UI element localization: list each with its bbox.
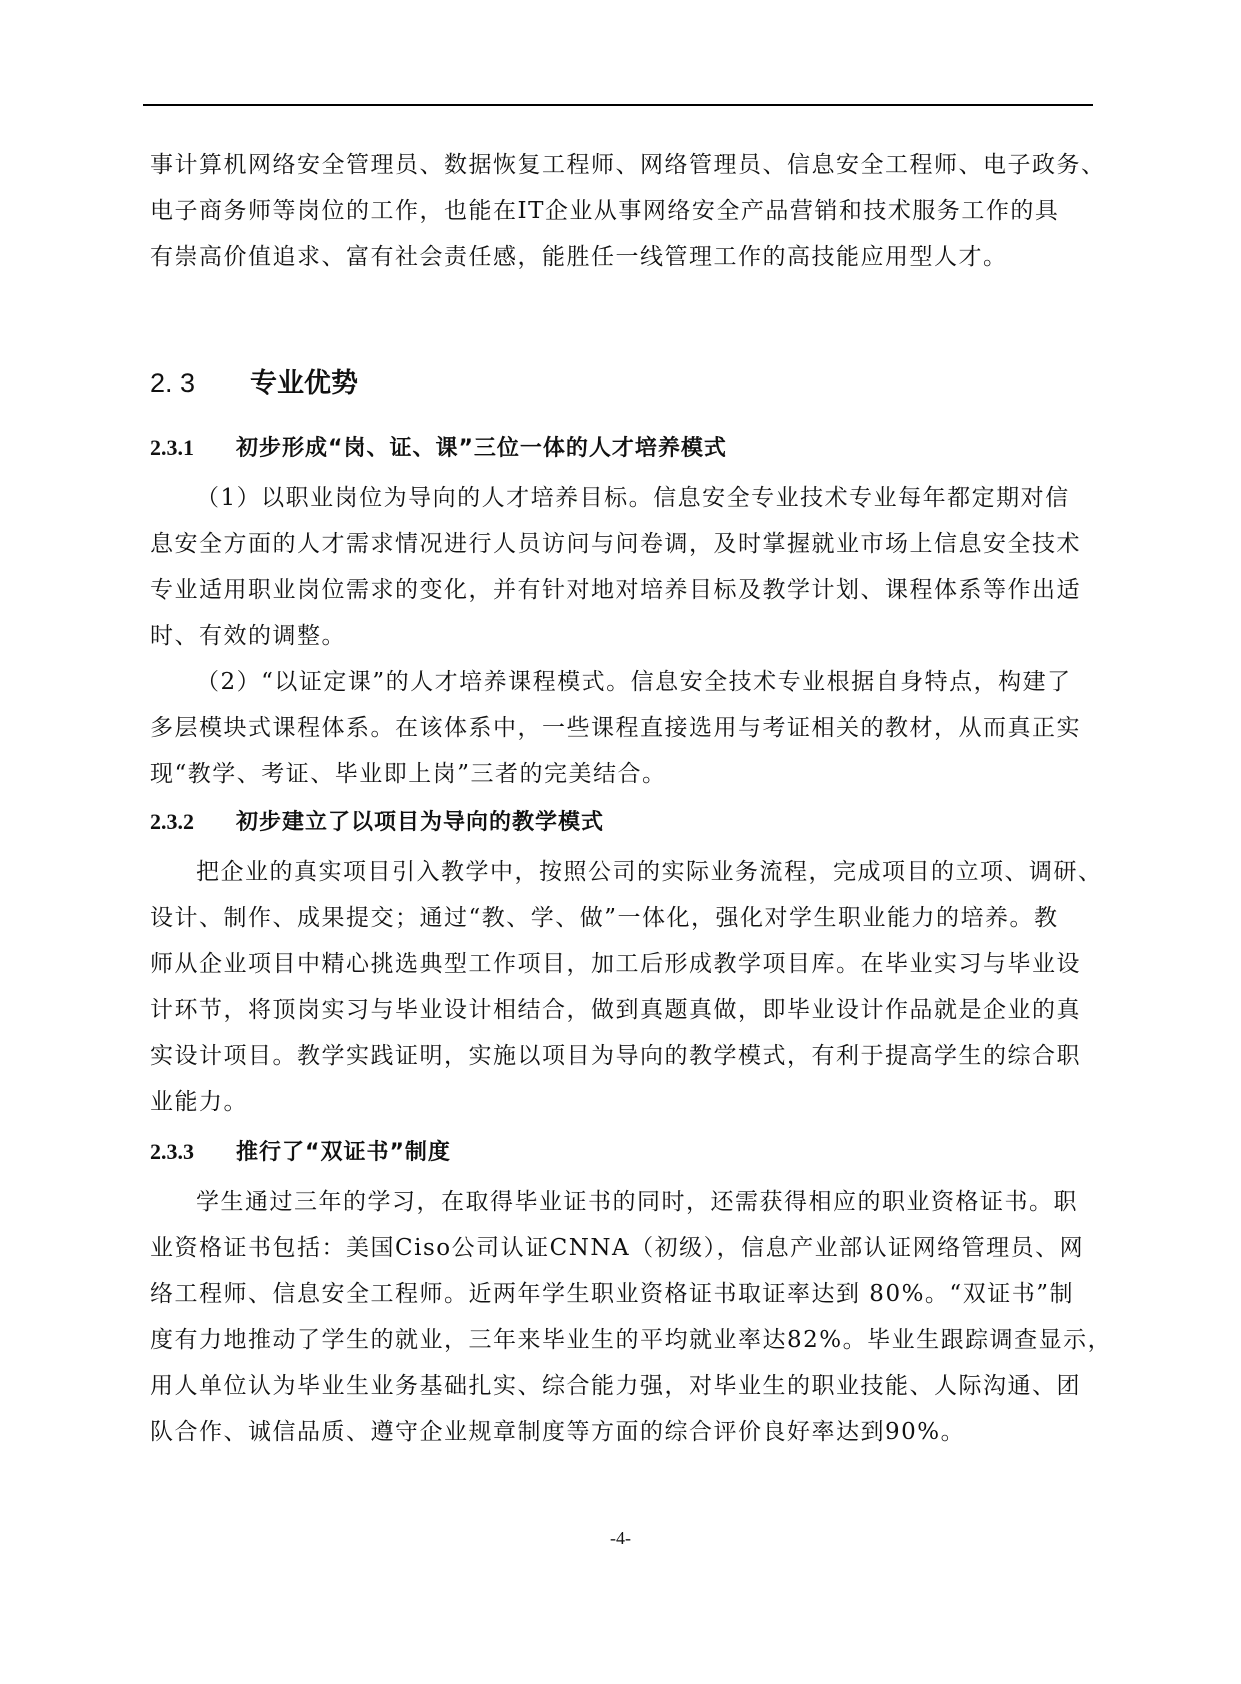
paragraph-line: 多层模块式课程体系。在该体系中，一些课程直接选用与考证相关的教材，从而真正实 <box>150 715 1081 741</box>
section-number: 2. 3 <box>150 368 196 398</box>
subsection-heading-2-3-3 <box>150 1137 451 1168</box>
paragraph-line: 业能力。 <box>150 1089 248 1115</box>
subsection-title: 初步形成“岗、证、课”三位一体的人才培养模式 <box>236 436 727 461</box>
paragraph-line: 业资格证书包括：美国Ciso公司认证CNNA（初级），信息产业部认证网络管理员、网 <box>150 1235 1085 1261</box>
intro-line-3: 有崇高价值追求、富有社会责任感，能胜任一线管理工作的高技能应用型人才。 <box>150 244 1008 270</box>
paragraph-line: 计环节，将顶岗实习与毕业设计相结合，做到真题真做，即毕业设计作品就是企业的真 <box>150 997 1081 1023</box>
subsection-number: 2.3.1 <box>150 435 194 460</box>
subsection-title: 推行了“双证书”制度 <box>236 1140 451 1165</box>
subsection-number: 2.3.3 <box>150 1139 194 1164</box>
section-title: 专业优势 <box>250 368 358 399</box>
page-number: -4- <box>610 1528 631 1548</box>
intro-line-2: 电子商务师等岗位的工作，也能在IT企业从事网络安全产品营销和技术服务工作的具 <box>150 198 1060 224</box>
paragraph-line: 度有力地推动了学生的就业，三年来毕业生的平均就业率达82%。毕业生跟踪调查显示， <box>150 1327 1113 1353</box>
paragraph-line: 把企业的真实项目引入教学中，按照公司的实际业务流程，完成项目的立项、调研、 <box>196 859 1103 885</box>
paragraph-line: 息安全方面的人才需求情况进行人员访问与问卷调，及时掌握就业市场上信息安全技术 <box>150 531 1081 557</box>
subsection-title: 初步建立了以项目为导向的教学模式 <box>236 810 605 835</box>
paragraph-line: 用人单位认为毕业生业务基础扎实、综合能力强，对毕业生的职业技能、人际沟通、团 <box>150 1373 1081 1399</box>
subsection-number: 2.3.2 <box>150 809 194 834</box>
paragraph-line: 学生通过三年的学习，在取得毕业证书的同时，还需获得相应的职业资格证书。职 <box>196 1189 1078 1215</box>
subsection-heading-2-3-1 <box>150 433 727 464</box>
paragraph-line: 设计、制作、成果提交；通过“教、学、做”一体化，强化对学生职业能力的培养。教 <box>150 905 1059 931</box>
paragraph-line: 队合作、诚信品质、遵守企业规章制度等方面的综合评价良好率达到90%。 <box>150 1419 966 1445</box>
section-heading <box>150 365 358 402</box>
intro-line-1: 事计算机网络安全管理员、数据恢复工程师、网络管理员、信息安全工程师、电子政务、 <box>150 152 1106 178</box>
paragraph-line: 专业适用职业岗位需求的变化，并有针对地对培养目标及教学计划、课程体系等作出适 <box>150 577 1081 603</box>
paragraph-line: 实设计项目。教学实践证明，实施以项目为导向的教学模式，有利于提高学生的综合职 <box>150 1043 1081 1069</box>
subsection-heading-2-3-2 <box>150 807 604 838</box>
header-rule <box>143 104 1093 106</box>
paragraph-line: （1）以职业岗位为导向的人才培养目标。信息安全专业技术专业每年都定期对信 <box>196 485 1070 511</box>
paragraph-line: 时、有效的调整。 <box>150 623 346 649</box>
paragraph-line: （2）“以证定课”的人才培养课程模式。信息安全技术专业根据自身特点，构建了 <box>196 669 1072 695</box>
paragraph-line: 现“教学、考证、毕业即上岗”三者的完美结合。 <box>150 761 667 787</box>
paragraph-line: 络工程师、信息安全工程师。近两年学生职业资格证书取证率达到 80%。“双证书”制 <box>150 1281 1074 1307</box>
paragraph-line: 师从企业项目中精心挑选典型工作项目，加工后形成教学项目库。在毕业实习与毕业设 <box>150 951 1081 977</box>
